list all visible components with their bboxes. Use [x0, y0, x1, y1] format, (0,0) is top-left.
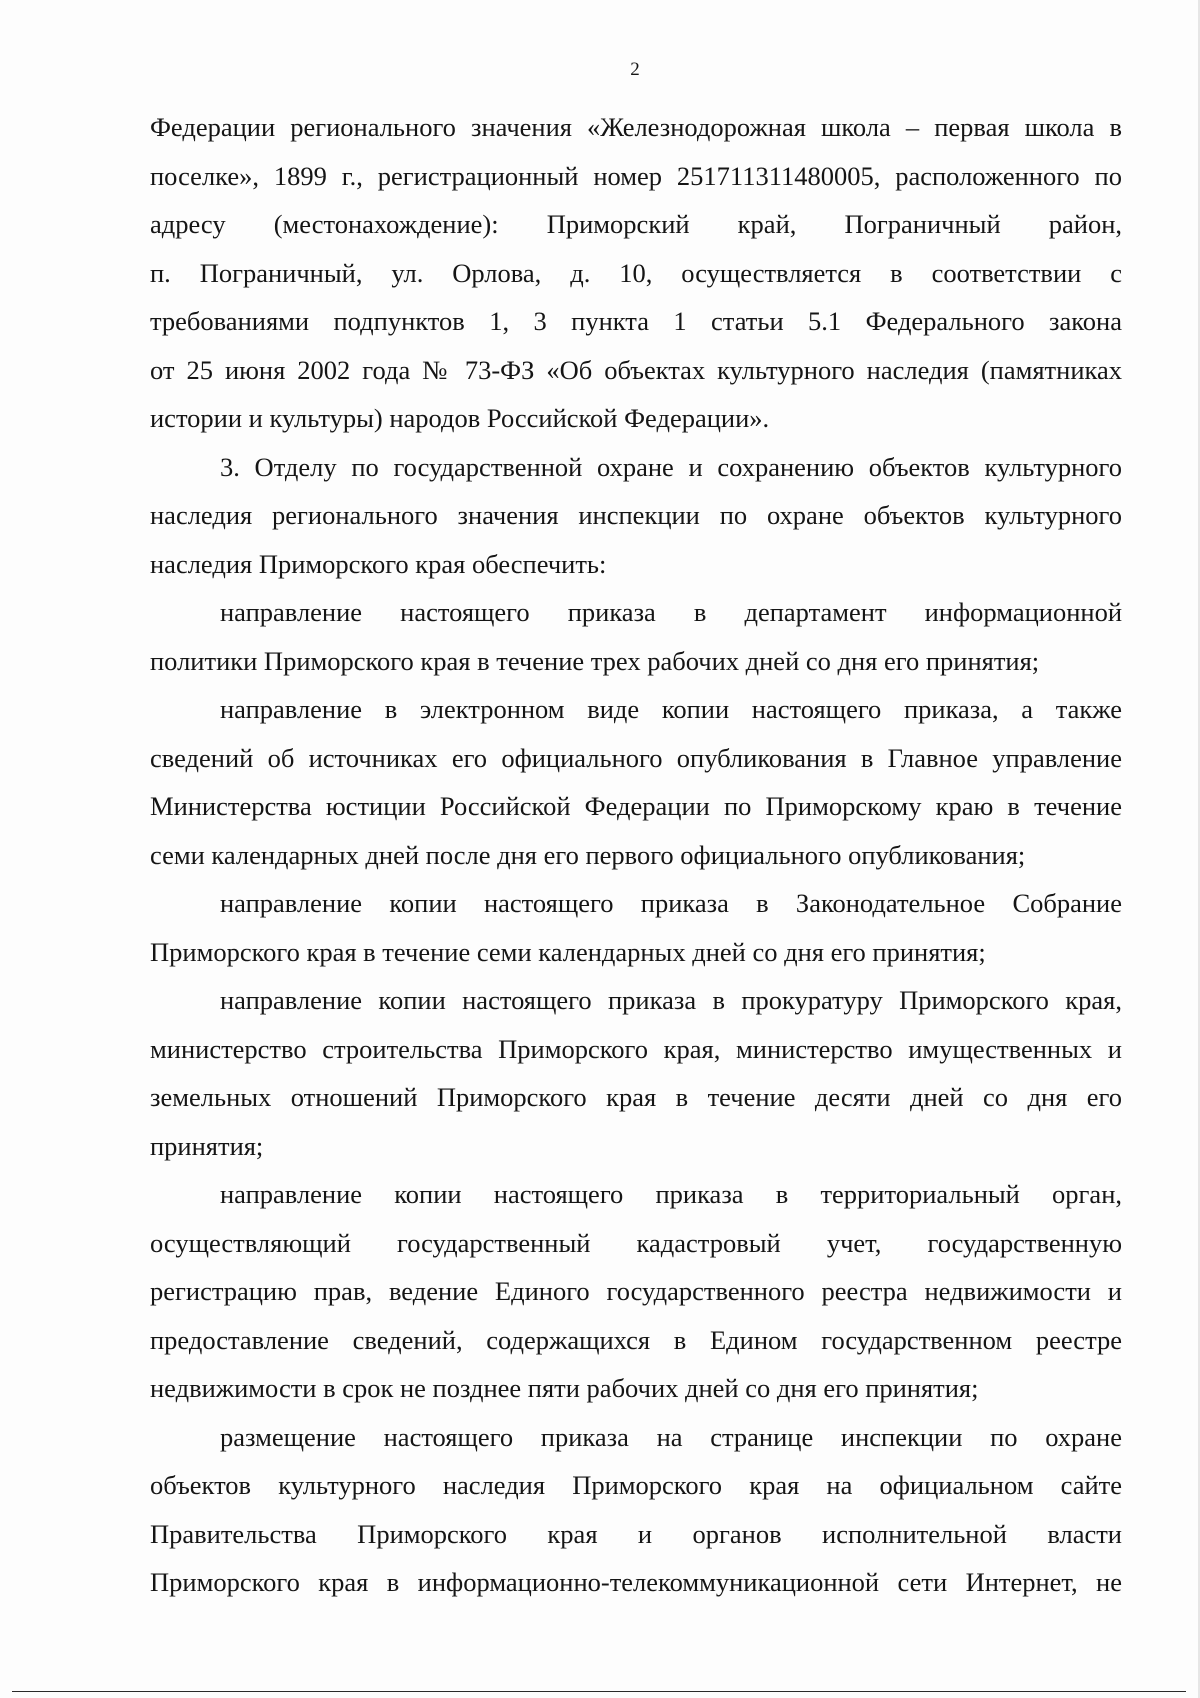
text-line: истории и культуры) народов Российской Федерации».	[150, 403, 770, 433]
text-line: п. Пограничный, ул. Орлова, д. 10, осуществляется в соответствии с	[150, 257, 1122, 288]
text-line: Министерства юстиции Российской Федерации по Приморскому краю в течение	[150, 791, 1122, 821]
text-line: политики Приморского края в течение трех рабочих дней со дня его принятия;	[150, 645, 1040, 676]
text-line: требованиями подпунктов 1, 3 пункта 1 статьи 5.1 Федерального закона	[150, 306, 1122, 336]
text-line: Приморского края в течение семи календарных дней со дня его принятия;	[150, 936, 986, 967]
text-line: предоставление сведений, содержащихся в Едином государственном реестре	[150, 1324, 1122, 1355]
text-line: недвижимости в срок не позднее пяти рабочих дней со дня его принятия;	[150, 1373, 979, 1403]
paragraph-heading-line: 3. Отделу по государственной охране и сохранению объектов культурного	[220, 451, 1122, 482]
list-item-line: направление копии настоящего приказа в прокуратуру Приморского края,	[220, 985, 1122, 1015]
text-line: наследия Приморского края обеспечить:	[150, 548, 607, 579]
text-line: объектов культурного наследия Приморского края на официальном сайте	[150, 1470, 1122, 1500]
text-line: осуществляющий государственный кадастровый учет, государственную	[150, 1227, 1122, 1258]
page-bottom-rule	[12, 1691, 1186, 1692]
text-line: поселке», 1899 г., регистрационный номер 251711311480005, расположенного по	[150, 160, 1122, 191]
text-line: наследия регионального значения инспекции по охране объектов культурного	[150, 500, 1122, 530]
text-line: сведений об источниках его официального опубликования в Главное управление	[150, 742, 1122, 773]
text-line: Приморского края в информационно-телекоммуникационной сети Интернет, не	[150, 1567, 1122, 1597]
list-item-line: направление в электронном виде копии настоящего приказа, а также	[220, 694, 1122, 724]
text-line: министерство строительства Приморского края, министерство имущественных и	[150, 1033, 1122, 1064]
document-body	[150, 103, 1122, 1607]
text-line: от 25 июня 2002 года № 73-ФЗ «Об объектах культурного наследия (памятниках	[150, 354, 1122, 385]
list-item-line: размещение настоящего приказа на странице инспекции по охране	[220, 1421, 1122, 1452]
text-line: принятия;	[150, 1130, 264, 1161]
list-item-line: направление копии настоящего приказа в территориальный орган,	[220, 1179, 1122, 1209]
text-line: земельных отношений Приморского края в течение десяти дней со дня его	[150, 1082, 1122, 1112]
text-line: регистрацию прав, ведение Единого государственного реестра недвижимости и	[150, 1276, 1122, 1306]
list-item-line: направление копии настоящего приказа в Законодательное Собрание	[220, 888, 1122, 918]
text-line: Федерации регионального значения «Железнодорожная школа – первая школа в	[150, 112, 1122, 142]
page-number: 2	[630, 59, 640, 80]
text-line: адресу (местонахождение): Приморский край, Пограничный район,	[150, 209, 1122, 239]
text-line: семи календарных дней после дня его первого официального опубликования;	[150, 839, 1026, 870]
text-line: Правительства Приморского края и органов исполнительной власти	[150, 1518, 1122, 1549]
list-item-line: направление настоящего приказа в департамент информационной	[220, 597, 1122, 627]
